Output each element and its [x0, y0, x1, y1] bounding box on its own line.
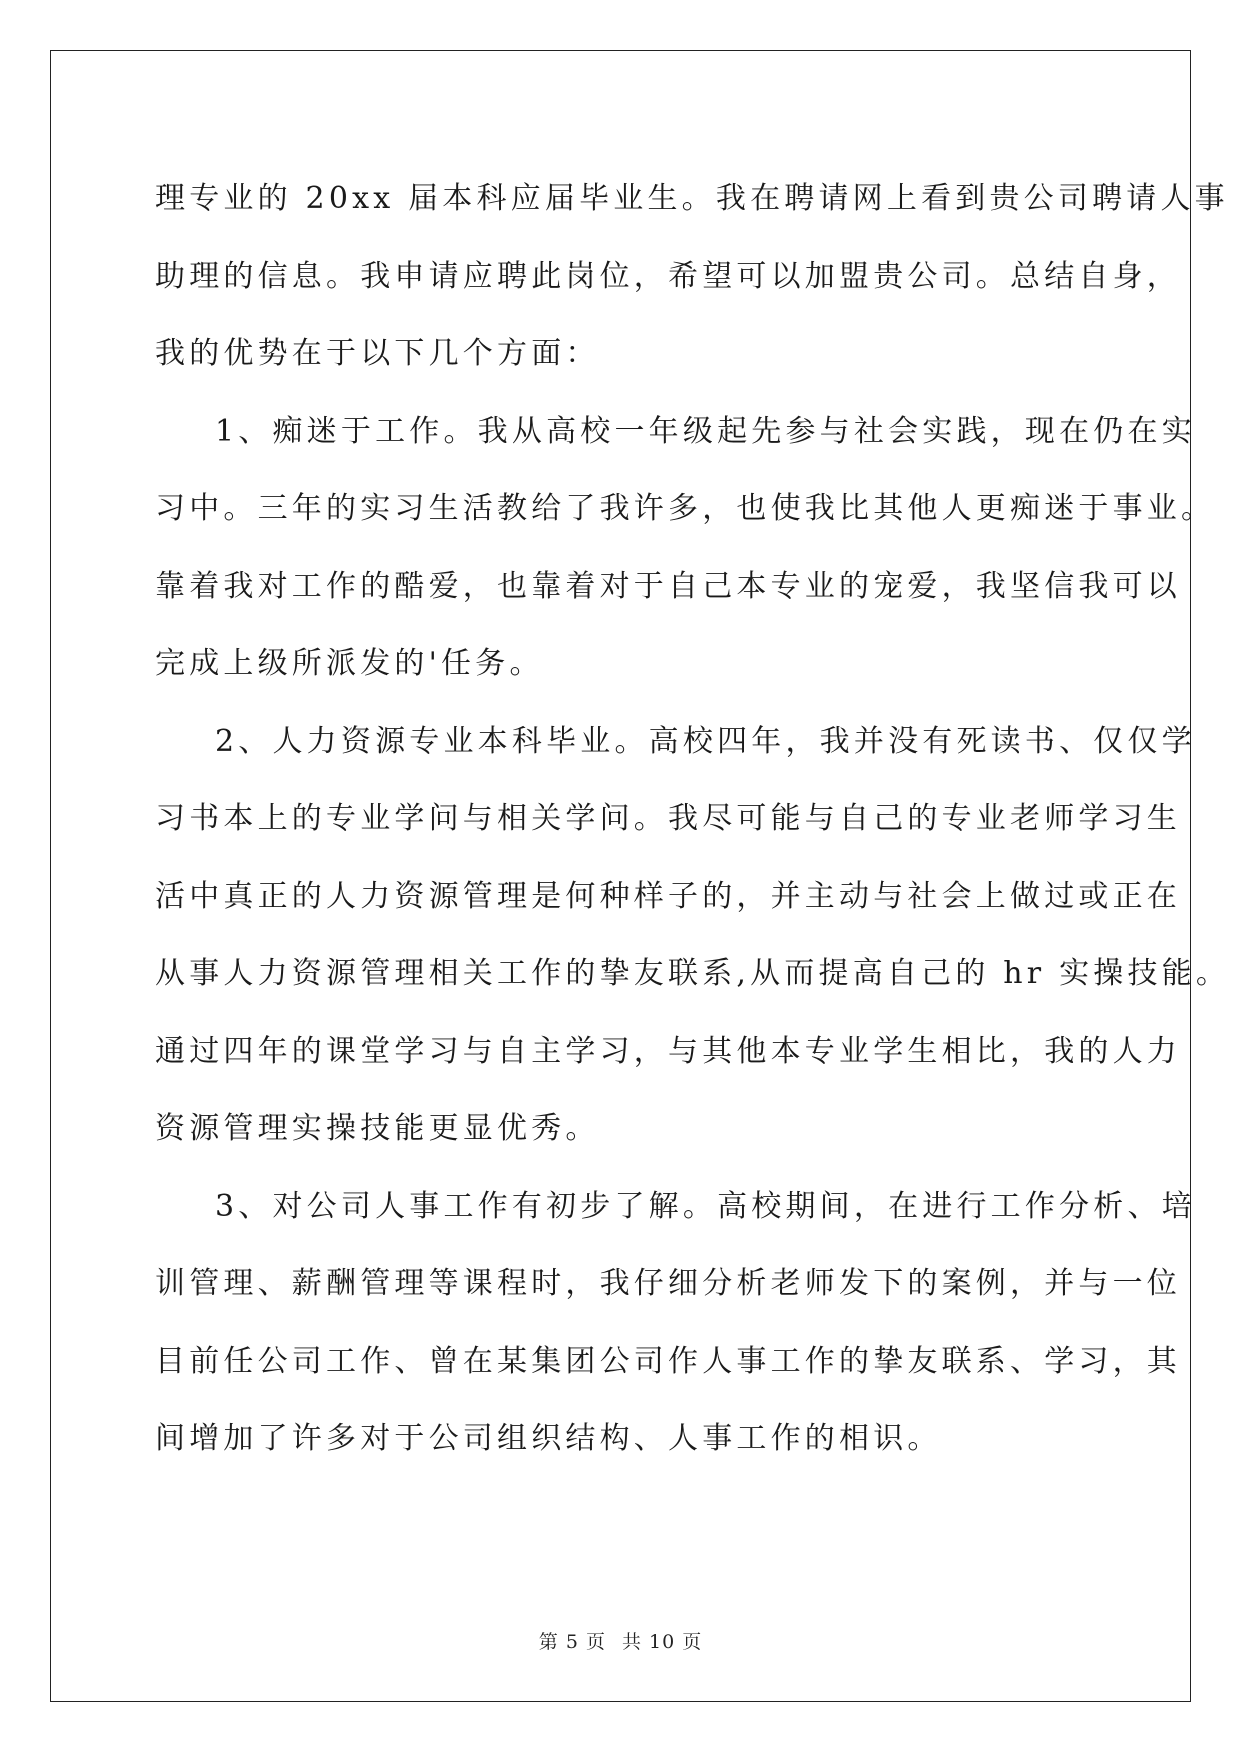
text-line: 1、痴迷于工作。我从高校一年级起先参与社会实践，现在仍在实: [215, 413, 1196, 449]
point-3-paragraph: [155, 1168, 1196, 1478]
text-line: 习中。三年的实习生活教给了我许多，也使我比其他人更痴迷于事业。: [155, 491, 1216, 526]
text-line: 理专业的 20xx 届本科应届毕业生。我在聘请网上看到贵公司聘请人事: [155, 181, 1229, 216]
text-line: 3、对公司人事工作有初步了解。高校期间，在进行工作分析、培: [215, 1188, 1196, 1224]
point-2-paragraph: [155, 703, 1231, 1168]
page-footer: [0, 1627, 1241, 1654]
text-line: 助理的信息。我申请应聘此岗位，希望可以加盟贵公司。总结自身，: [155, 258, 1181, 294]
text-line: 目前任公司工作、曾在某集团公司作人事工作的挚友联系、学习，其: [155, 1343, 1181, 1379]
intro-paragraph: [155, 160, 1229, 393]
text-line: 从事人力资源管理相关工作的挚友联系,从而提高自己的 hr 实操技能。: [155, 956, 1231, 991]
text-line: 我的优势在于以下几个方面：: [155, 336, 600, 371]
page-total: 共 10 页: [621, 1631, 703, 1653]
page-number: 第 5 页: [538, 1631, 606, 1653]
text-line: 完成上级所派发的'任务。: [155, 646, 544, 681]
document-body: [155, 160, 1231, 1478]
text-line: 靠着我对工作的酷爱，也靠着对于自己本专业的宠爱，我坚信我可以: [155, 568, 1181, 604]
text-line: 间增加了许多对于公司组织结构、人事工作的相识。: [155, 1421, 942, 1456]
point-1-paragraph: [155, 393, 1216, 703]
text-line: 资源管理实操技能更显优秀。: [155, 1111, 600, 1146]
text-line: 活中真正的人力资源管理是何种样子的，并主动与社会上做过或正在: [155, 878, 1181, 914]
text-line: 习书本上的专业学问与相关学问。我尽可能与自己的专业老师学习生: [155, 801, 1181, 836]
text-line: 2、人力资源专业本科毕业。高校四年，我并没有死读书、仅仅学: [215, 723, 1196, 759]
text-line: 训管理、薪酬管理等课程时，我仔细分析老师发下的案例，并与一位: [155, 1266, 1181, 1301]
text-line: 通过四年的课堂学习与自主学习，与其他本专业学生相比，我的人力: [155, 1033, 1181, 1069]
